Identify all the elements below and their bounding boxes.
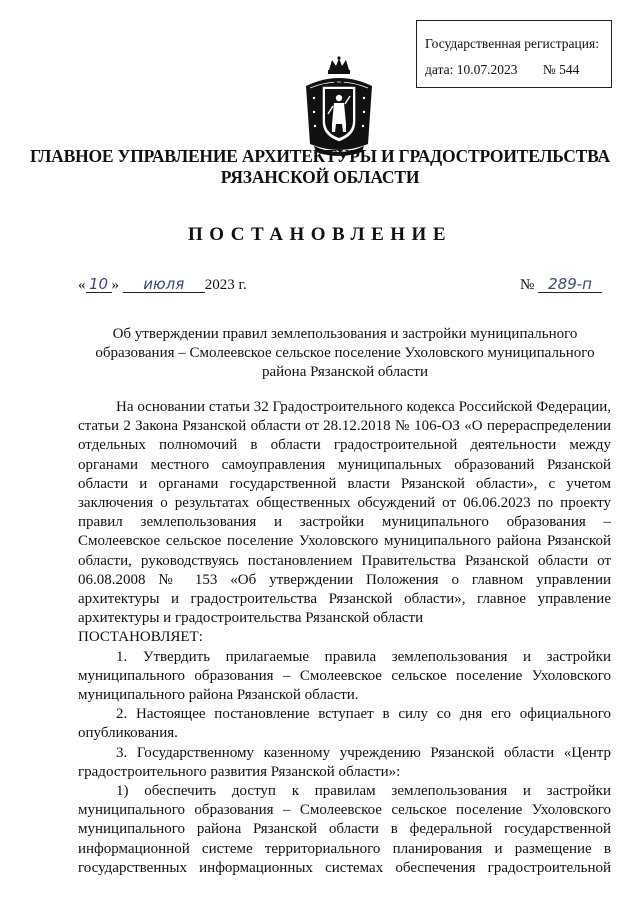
organization-name-line2: РЯЗАНСКОЙ ОБЛАСТИ <box>220 167 420 187</box>
item-1: 1. Утвердить прилагаемые правила землепользования и застройки муниципального образования – Смолеевское сельское поселение Ухоловского муниципального района Рязанской области. <box>78 648 611 704</box>
subject-line2: образования – Смолеевское сельское поселение Ухоловского муниципального <box>95 345 595 361</box>
document-date <box>78 276 247 294</box>
date-month: июля <box>123 276 205 293</box>
document-type: ПОСТАНОВЛЕНИЕ <box>187 224 453 245</box>
date-year: 2023 г. <box>204 277 247 293</box>
document-subject <box>80 325 610 382</box>
registration-title: Государственная регистрация: <box>425 36 599 51</box>
number-prefix: № <box>520 277 535 293</box>
date-day: 10 <box>86 276 112 293</box>
registration-details <box>425 57 611 83</box>
registration-date: дата: 10.07.2023 <box>425 62 518 77</box>
resolution-heading: ПОСТАНОВЛЯЕТ: <box>78 629 203 646</box>
registration-stamp <box>416 20 612 88</box>
preamble-paragraph: На основании статьи 32 Градостроительного кодекса Российской Федерации, статьи 2 Закона Рязанской области от 28.12.2018 № 106-ОЗ «О перераспределении отдельных полномочий в области градостроительной деятельности между органами местного самоуправления муниципальных образований Рязанской области и органами государственной власти Рязанской области», с учетом заключения о результатах общественных обсуждений от 06.06.2023 по проекту правил землепользования и застройки муниципального образования – Смолеевское сельское поселение Ухоловского муниципального района Рязанской области, руководствуясь постановлением Правительства Рязанской области от 06.08.2008 № 153 «Об утверждении Положения о главном управлении архитектуры и градостроительства Рязанской области», главное управление архитектуры и градостроительства Рязанской области <box>78 399 611 627</box>
number-value: 289-п <box>538 276 602 293</box>
date-open-quote: « <box>78 277 86 293</box>
document-number <box>520 276 602 294</box>
date-close-quote: » <box>111 277 119 293</box>
organization-name-line1: ГЛАВНОЕ УПРАВЛЕНИЕ АРХИТЕКТУРЫ И ГРАДОСТРОИТЕЛЬСТВА <box>30 146 610 166</box>
subject-line3: района Рязанской области <box>261 364 428 380</box>
item-3: 3. Государственному казенному учреждению Рязанской области «Центр градостроительного развития Рязанской области»: <box>78 744 611 780</box>
item-3-subitem-1: 1) обеспечить доступ к правилам землепользования и застройки муниципального образования – Смолеевское сельское поселение Ухоловского муниципального района Рязанской области в федеральной государственной информационной системе территориального планирования и размещение в государственных информационных системах обеспечения градостроительной <box>78 783 611 876</box>
document-body <box>78 398 611 878</box>
subject-line1: Об утверждении правил землепользования и застройки муниципального <box>112 326 578 342</box>
registration-number: № 544 <box>542 62 580 77</box>
item-2: 2. Настоящее постановление вступает в силу со дня его официального опубликования. <box>78 706 611 742</box>
